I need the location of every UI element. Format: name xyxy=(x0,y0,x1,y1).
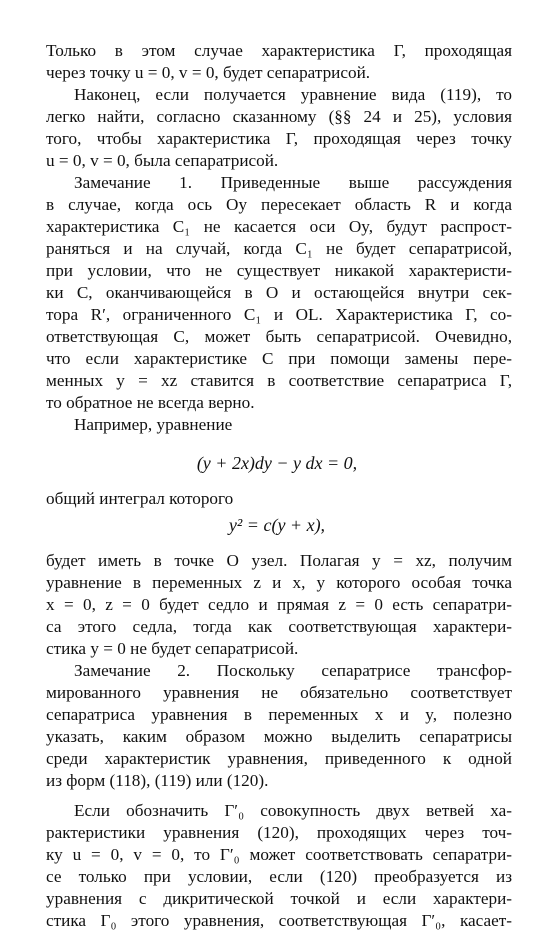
text-line: рактеристики уравнения (120), проходящих через точ- xyxy=(46,823,512,842)
text-line: менных y = xz ставится в соответствие сепаратриса Г, xyxy=(46,371,512,390)
text-line: легко найти, согласно сказанному (§§ 24 и 25), условия xyxy=(46,107,512,126)
text-line: уравнение в переменных z и x, у которого особая точка xyxy=(46,573,512,592)
formula-integral: y² = c(y + x), xyxy=(228,515,326,535)
text-line: Наконец, если получается уравнение вида (119), то xyxy=(74,85,512,104)
text-line: ки C, оканчивающейся в O и остающейся внутри сек- xyxy=(46,283,512,302)
remark-2-heading-line: Замечание 2. Поскольку сепаратрисе трансфор- xyxy=(74,661,512,680)
text-line: Если обозначить Г′₀ совокупность двух ветвей ха- xyxy=(74,801,512,820)
text-line: то обратное не всегда верно. xyxy=(46,393,255,412)
text-line: указать, каким образом можно выделить сепаратрисы xyxy=(46,727,512,746)
text-line: в случае, когда ось Oy пересекает область R и когда xyxy=(46,195,512,214)
text-line: Например, уравнение xyxy=(74,415,233,434)
text-line: мированного уравнения не обязательно соответствует xyxy=(46,683,512,702)
text-line: тора R′, ограниченного C₁ и OL. Характеристика Г, со- xyxy=(46,305,512,324)
text-line: что если характеристике C при помощи замены пере- xyxy=(46,349,512,368)
text-line: x = 0, z = 0 будет седло и прямая z = 0 есть сепаратри- xyxy=(46,595,512,614)
text-line: стика Г₀ этого уравнения, соответствующая Г′₀, касает- xyxy=(46,911,512,930)
text-line: при условии, что не существует никакой характеристи- xyxy=(46,261,512,280)
text-line: будет иметь в точке O узел. Полагая y = xz, получим xyxy=(46,551,512,570)
remark-1-heading-line: Замечание 1. Приведенные выше рассуждения xyxy=(74,173,512,192)
text-line: раняться и на случай, когда C₁ не будет сепаратрисой, xyxy=(46,239,512,258)
text-line: u = 0, v = 0, была сепаратрисой. xyxy=(46,151,279,170)
text-line: того, чтобы характеристика Г, проходящая через точку xyxy=(46,129,512,148)
text-line: са этого седла, тогда как соответствующая характери- xyxy=(46,617,512,636)
text-line: из форм (118), (119) или (120). xyxy=(46,771,269,790)
text-line: через точку u = 0, v = 0, будет сепаратрисой. xyxy=(46,63,371,82)
text-line: сепаратриса уравнения в переменных x и y, полезно xyxy=(46,705,512,724)
text-line: среди характеристик уравнения, приведенного к одной xyxy=(46,749,512,768)
text-line: Только в этом случае характеристика Г, проходящая xyxy=(46,41,512,60)
formula-equation: (y + 2x)dy − y dx = 0, xyxy=(196,453,358,473)
text-line: се только при условии, если (120) преобразуется из xyxy=(46,867,512,886)
text-line: ответствующая C, может быть сепаратрисой. Очевидно, xyxy=(46,327,512,346)
text-line: характеристика C₁ не касается оси Oy, будут распрост- xyxy=(46,217,512,236)
text-line: стика y = 0 не будет сепаратрисой. xyxy=(46,639,299,658)
text-line: общий интеграл которого xyxy=(46,489,234,508)
text-line: ку u = 0, v = 0, то Г′₀ может соответствовать сепаратри- xyxy=(46,845,512,864)
text-line: уравнения с дикритической точкой и если характери- xyxy=(46,889,512,908)
